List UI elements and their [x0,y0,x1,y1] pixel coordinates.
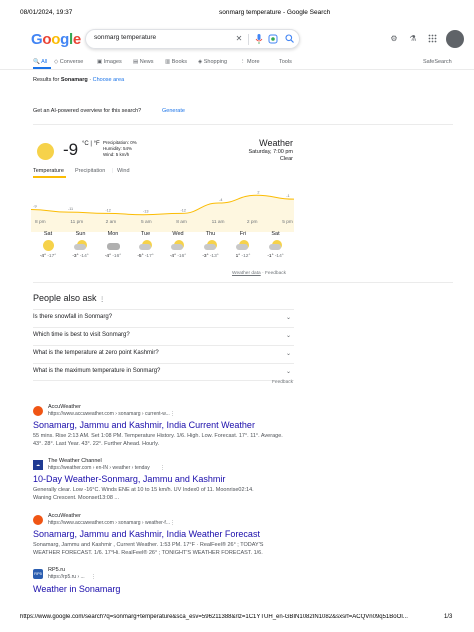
result-title[interactable]: Weather in Sonamarg [33,584,121,594]
chart-x-label: 11 am [211,220,225,225]
result-title[interactable]: 10-Day Weather-Sonmarg, Jammu and Kashmir [33,474,226,484]
subtab-precipitation[interactable]: Precipitation [75,168,106,174]
rp5-favicon: RP5 [33,569,43,579]
forecast-high: -3° [72,254,79,259]
chart-x-label: 8 pm [35,220,46,225]
tab-books[interactable]: ▥ Books [165,59,188,65]
forecast-temps [196,254,226,259]
accuweather-favicon [33,515,43,525]
labs-flask-icon[interactable]: ⚗ [409,34,417,43]
paa-question[interactable]: What is the temperature at zero point Kashmir? ⌄ [33,345,294,363]
forecast-day[interactable] [196,231,226,259]
forecast-temps [163,254,193,259]
forecast-low: -17° [46,254,57,259]
chart-x-label: 2 pm [246,220,258,225]
chart-x-label: 2 am [105,220,117,225]
forecast-high: 1° [235,254,241,259]
subtab-temperature[interactable]: Temperature [33,168,64,174]
forecast-day[interactable] [228,231,258,259]
result-url[interactable]: https://www.accuweather.com › sonamarg › current-w... [48,411,170,417]
tab-news[interactable]: ▤ News [133,59,154,65]
partly-cloudy-icon [236,240,250,251]
weather-divider [33,282,453,283]
print-page-title: sonmarg temperature - Google Search [219,9,331,16]
chart-value-label: -11 [67,207,74,212]
forecast-day-name: Mon [107,231,119,237]
search-divider [248,34,249,45]
forecast-low: -16° [111,254,122,259]
result-url[interactable]: https://rp5.ru › ... [48,574,85,580]
forecast-low: -13° [208,254,219,259]
partly-cloudy-icon [139,240,153,251]
partly-cloudy-icon [171,240,185,251]
forecast-day-name: Wed [172,231,184,237]
forecast-day[interactable] [66,231,96,259]
partly-cloudy-icon [269,240,283,251]
forecast-day[interactable] [98,231,128,259]
forecast-day-name: Fri [239,231,247,237]
forecast-temps [66,254,96,259]
chart-x-label: 5 am [140,220,152,225]
forecast-high: -4° [169,254,176,259]
cloudy-icon [106,240,120,251]
paa-question[interactable]: Is there snowfall in Sonmarg? ⌄ [33,309,294,327]
result-more-icon[interactable]: ⋮ [170,520,175,526]
search-icon[interactable] [284,34,294,44]
wind-text: Wind: 5 km/h [103,152,130,157]
forecast-day-name: Sat [43,231,53,237]
forecast-high: -3° [202,254,209,259]
accuweather-favicon [33,406,43,416]
result-source: AccuWeather [48,404,81,410]
forecast-day-name: Sun [75,231,86,237]
print-url: https://www.google.com/search?q=sonmarg+temperature&sca_esv=596211388&rlz=1C1YTUH_en-GBIN1082IN1082&sxsrf=ACQVn09q51BoOI... [20,614,408,620]
forecast-temps [261,254,291,259]
print-datetime: 08/01/2024, 19:37 [20,9,73,16]
result-url[interactable]: https://weather.com › en-IN › weather › tenday [48,465,150,471]
chart-value-label: -13 [142,209,149,214]
result-snippet: Sonamarg, Jammu and Kashmir , Current Weather. 1:53 PM. 17°F · RealFeel® 26° ; TODAY'S WEATHER FORECAST. 1/6. 17°Hi. RealFeel® 26° ; TONIGHT'S WEATHER FORECAST. 1/6. [33,542,264,556]
weather-channel-favicon: ☁ [33,460,43,470]
chart-x-label: 5 pm [282,220,293,225]
google-logo[interactable]: Google [31,31,81,48]
forecast-day-name: Tue [140,231,151,237]
result-more-icon[interactable]: ⋮ [91,574,96,580]
forecast-high: -1° [267,254,274,259]
weather-data-link[interactable]: Weather data [232,271,261,276]
result-source: The Weather Channel [48,458,102,464]
settings-gear-icon[interactable]: ⚙ [390,34,398,43]
chevron-down-icon: ⌄ [285,315,291,321]
chevron-down-icon: ⌄ [285,351,291,357]
forecast-temps [98,254,128,259]
paa-feedback-link[interactable]: Feedback [272,380,294,385]
current-temperature: -9 [63,140,79,159]
tab-converse[interactable]: ◇ Converse [54,59,84,65]
sun-icon [37,143,54,160]
partly-cloudy-icon [74,240,88,251]
microphone-icon[interactable] [254,34,264,44]
chart-x-label: 8 am [176,220,187,225]
forecast-day[interactable] [163,231,193,259]
chart-value-label: -12 [105,208,111,213]
clear-icon[interactable]: ✕ [235,34,243,43]
partly-cloudy-icon [204,240,218,251]
forecast-low: -14° [273,254,284,259]
forecast-low: -17° [143,254,154,259]
lens-icon[interactable] [268,34,278,44]
humidity-text: Humidity: 54% [103,146,133,151]
paa-title: People also ask ⋮ [33,293,106,303]
paa-more-icon[interactable]: ⋮ [99,297,106,303]
forecast-temps [228,254,258,259]
chevron-down-icon: ⌄ [285,369,291,375]
tab-tools[interactable]: Tools [279,59,292,65]
search-box[interactable] [85,29,300,49]
weather-datetime: Saturday, 7:00 pm [248,149,293,155]
chevron-down-icon: ⌄ [285,333,291,339]
forecast-day[interactable] [261,231,291,259]
forecast-day-name: Thu [205,231,216,237]
forecast-temps [33,254,63,259]
weather-feedback-link[interactable]: Feedback [265,271,287,276]
paa-question[interactable]: Which time is best to visit Sonmarg? ⌄ [33,327,294,345]
forecast-low: -12° [240,254,251,259]
result-source: RP5.ru [48,567,66,573]
chart-value-label: -9 [33,204,37,209]
account-avatar[interactable] [446,30,464,48]
paa-question[interactable]: What is the maximum temperature in Sonmarg? ⌄ [33,363,294,381]
forecast-high: -5° [137,254,144,259]
chart-value-label: -12 [180,208,187,213]
result-title[interactable]: Sonamarg, Jammu and Kashmir, India Current Weather [33,420,255,430]
chart-x-labels [0,220,474,228]
chart-x-label: 11 pm [70,220,84,225]
weather-footer: Weather data · Feedback [232,271,287,276]
sun-icon [41,240,55,251]
safesearch-link[interactable]: SafeSearch [423,59,452,65]
unit-toggle[interactable]: °C | °F [82,141,100,147]
weather-title: Weather [259,138,293,148]
choose-area-link[interactable]: Choose area [92,77,125,83]
search-input[interactable] [94,34,224,41]
forecast-temps [131,254,161,259]
ai-overview-question: Get an AI-powered overview for this search? [33,108,142,114]
tabs-divider [0,69,474,70]
tab-more[interactable]: ⋮ More [240,59,260,65]
subtab-separator: | [112,168,114,174]
forecast-day[interactable] [33,231,63,259]
subtab-wind[interactable]: Wind [117,168,130,174]
ai-divider [33,124,453,125]
weather-details [103,140,137,158]
precipitation-text: Precipitation: 0% [103,140,137,145]
daily-forecast [33,231,298,271]
chart-value-label: 2 [257,190,260,195]
result-more-icon[interactable]: ⋮ [170,411,175,417]
result-url[interactable]: https://www.accuweather.com › sonamarg › weather-f... [48,520,170,526]
apps-grid-icon[interactable] [427,34,437,44]
forecast-low: -14° [78,254,89,259]
result-source: AccuWeather [48,513,81,519]
tab-shopping[interactable]: ◈ Shopping [198,59,228,65]
tab-images[interactable]: ▣ Images [97,59,122,65]
result-snippet: 55 mins. Rise 2:13 AM. Set 1:08 PM. Temperature History. 1/6. High. Low. Forecast. 17°. 11°. Average. 43°. 28°. Last Year. 43°. 22°. Further Ahead. Hourly. [33,433,283,447]
result-more-icon[interactable]: ⋮ [160,465,165,471]
result-title[interactable]: Sonamarg, Jammu and Kashmir, India Weather Forecast [33,529,260,539]
chart-value-label: -1 [286,194,290,199]
forecast-low: -16° [176,254,187,259]
forecast-day[interactable] [131,231,161,259]
chart-value-label: -4 [219,198,223,203]
tab-all[interactable]: 🔍 All [33,59,48,65]
subtab-indicator [33,176,66,178]
results-for: Results for Sonamarg · Choose area [33,77,125,83]
weather-condition: Clear [279,156,293,162]
forecast-high: -4° [104,254,111,259]
print-page-number: 1/3 [444,614,453,620]
result-snippet: Generally clear. Low -16°C. Winds ENE at 10 to 15 km/h. UV Index0 of 11. Moonrise02:14. Waning Crescent. Moonset13:08 ... [33,487,254,501]
forecast-day-name: Sat [271,231,280,237]
forecast-high: -4° [39,254,46,259]
generate-button[interactable]: Generate [162,108,185,114]
